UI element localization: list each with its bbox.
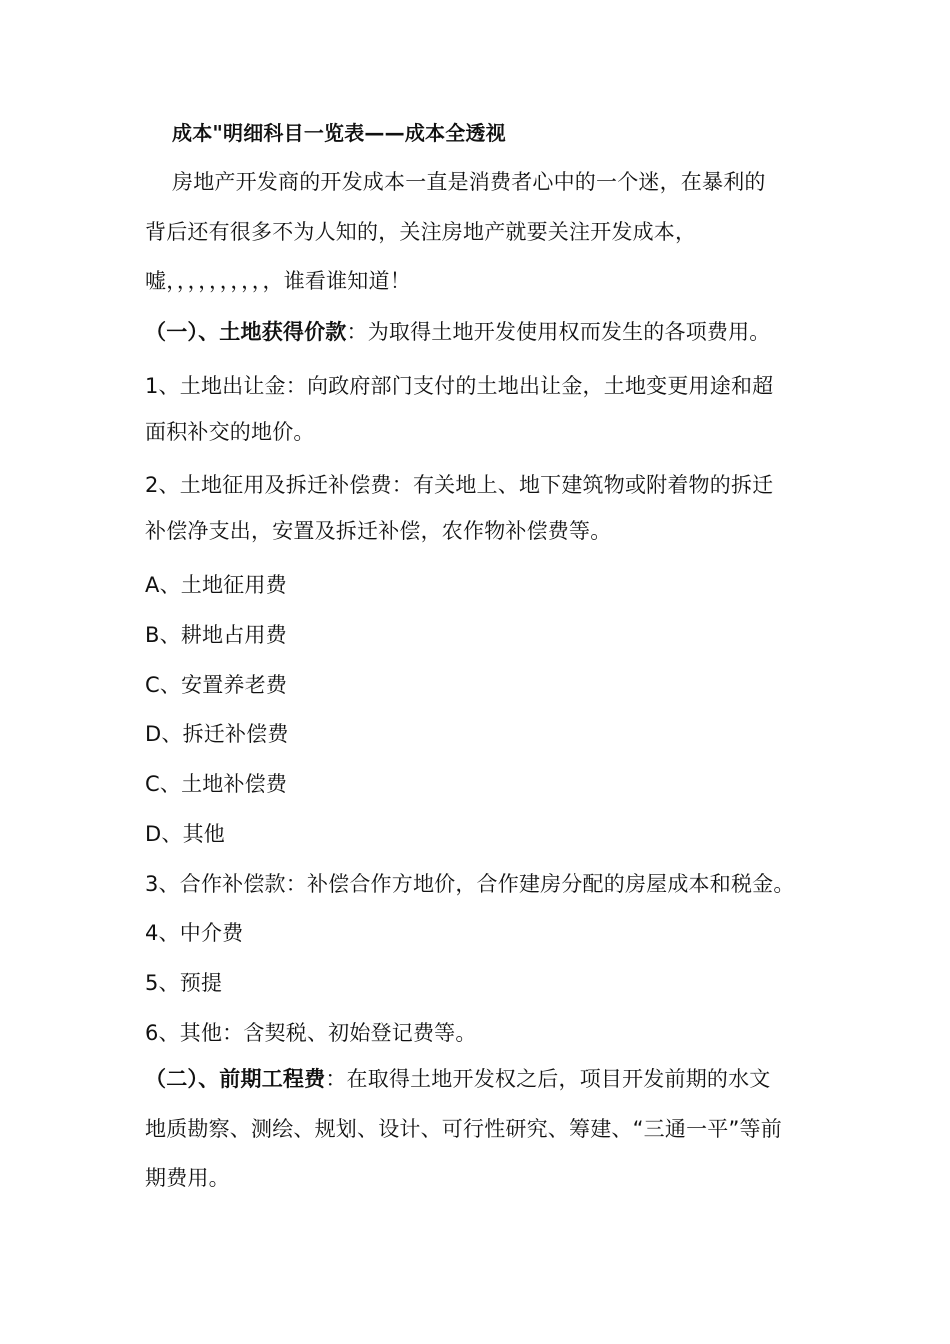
item-6: 6、其他：含契税、初始登记费等。 [145, 1021, 477, 1045]
item-2-line-1: 2、土地征用及拆迁补偿费：有关地上、地下建筑物或附着物的拆迁 [145, 473, 774, 497]
sub-item-b: B、耕地占用费 [145, 623, 287, 647]
section-2-description: ：在取得土地开发权之后，项目开发前期的水文 [325, 1067, 771, 1091]
sub-item-d: D、拆迁补偿费 [145, 722, 289, 746]
sub-item-c-2: C、土地补偿费 [145, 772, 288, 796]
section-1-heading: （一）、土地获得价款 [145, 320, 347, 344]
section-1-description: ：为取得土地开发使用权而发生的各项费用。 [346, 320, 771, 344]
item-1-line-1: 1、土地出让金：向政府部门支付的土地出让金，土地变更用途和超 [145, 374, 774, 398]
intro-line-2: 背后还有很多不为人知的，关注房地产就要关注开发成本， [145, 220, 697, 244]
sub-item-c: C、安置养老费 [145, 673, 288, 697]
intro-line-1: 房地产开发商的开发成本一直是消费者心中的一个迷，在暴利的 [172, 170, 766, 194]
section-2-heading: （二）、前期工程费 [145, 1067, 326, 1091]
document-title: 成本"明细科目一览表——成本全透视 [172, 121, 506, 145]
item-4: 4、中介费 [145, 921, 244, 945]
sub-item-a: A、土地征用费 [145, 573, 287, 597]
item-2-line-2: 补偿净支出，安置及拆迁补偿，农作物补偿费等。 [145, 519, 612, 543]
item-1-line-2: 面积补交的地价。 [145, 420, 315, 444]
section-2-paragraph [145, 1065, 771, 1093]
section-1-paragraph [145, 318, 771, 346]
item-5: 5、预提 [145, 971, 223, 995]
section-2-line-3: 期费用。 [145, 1166, 230, 1190]
intro-line-3: 嘘，，，，，，，，，，谁看谁知道！ [145, 269, 411, 293]
sub-item-d-2: D、其他 [145, 822, 225, 846]
section-2-line-2: 地质勘察、测绘、规划、设计、可行性研究、筹建、“三通一平”等前 [145, 1117, 782, 1141]
item-3: 3、合作补偿款：补偿合作方地价，合作建房分配的房屋成本和税金。 [145, 872, 795, 896]
